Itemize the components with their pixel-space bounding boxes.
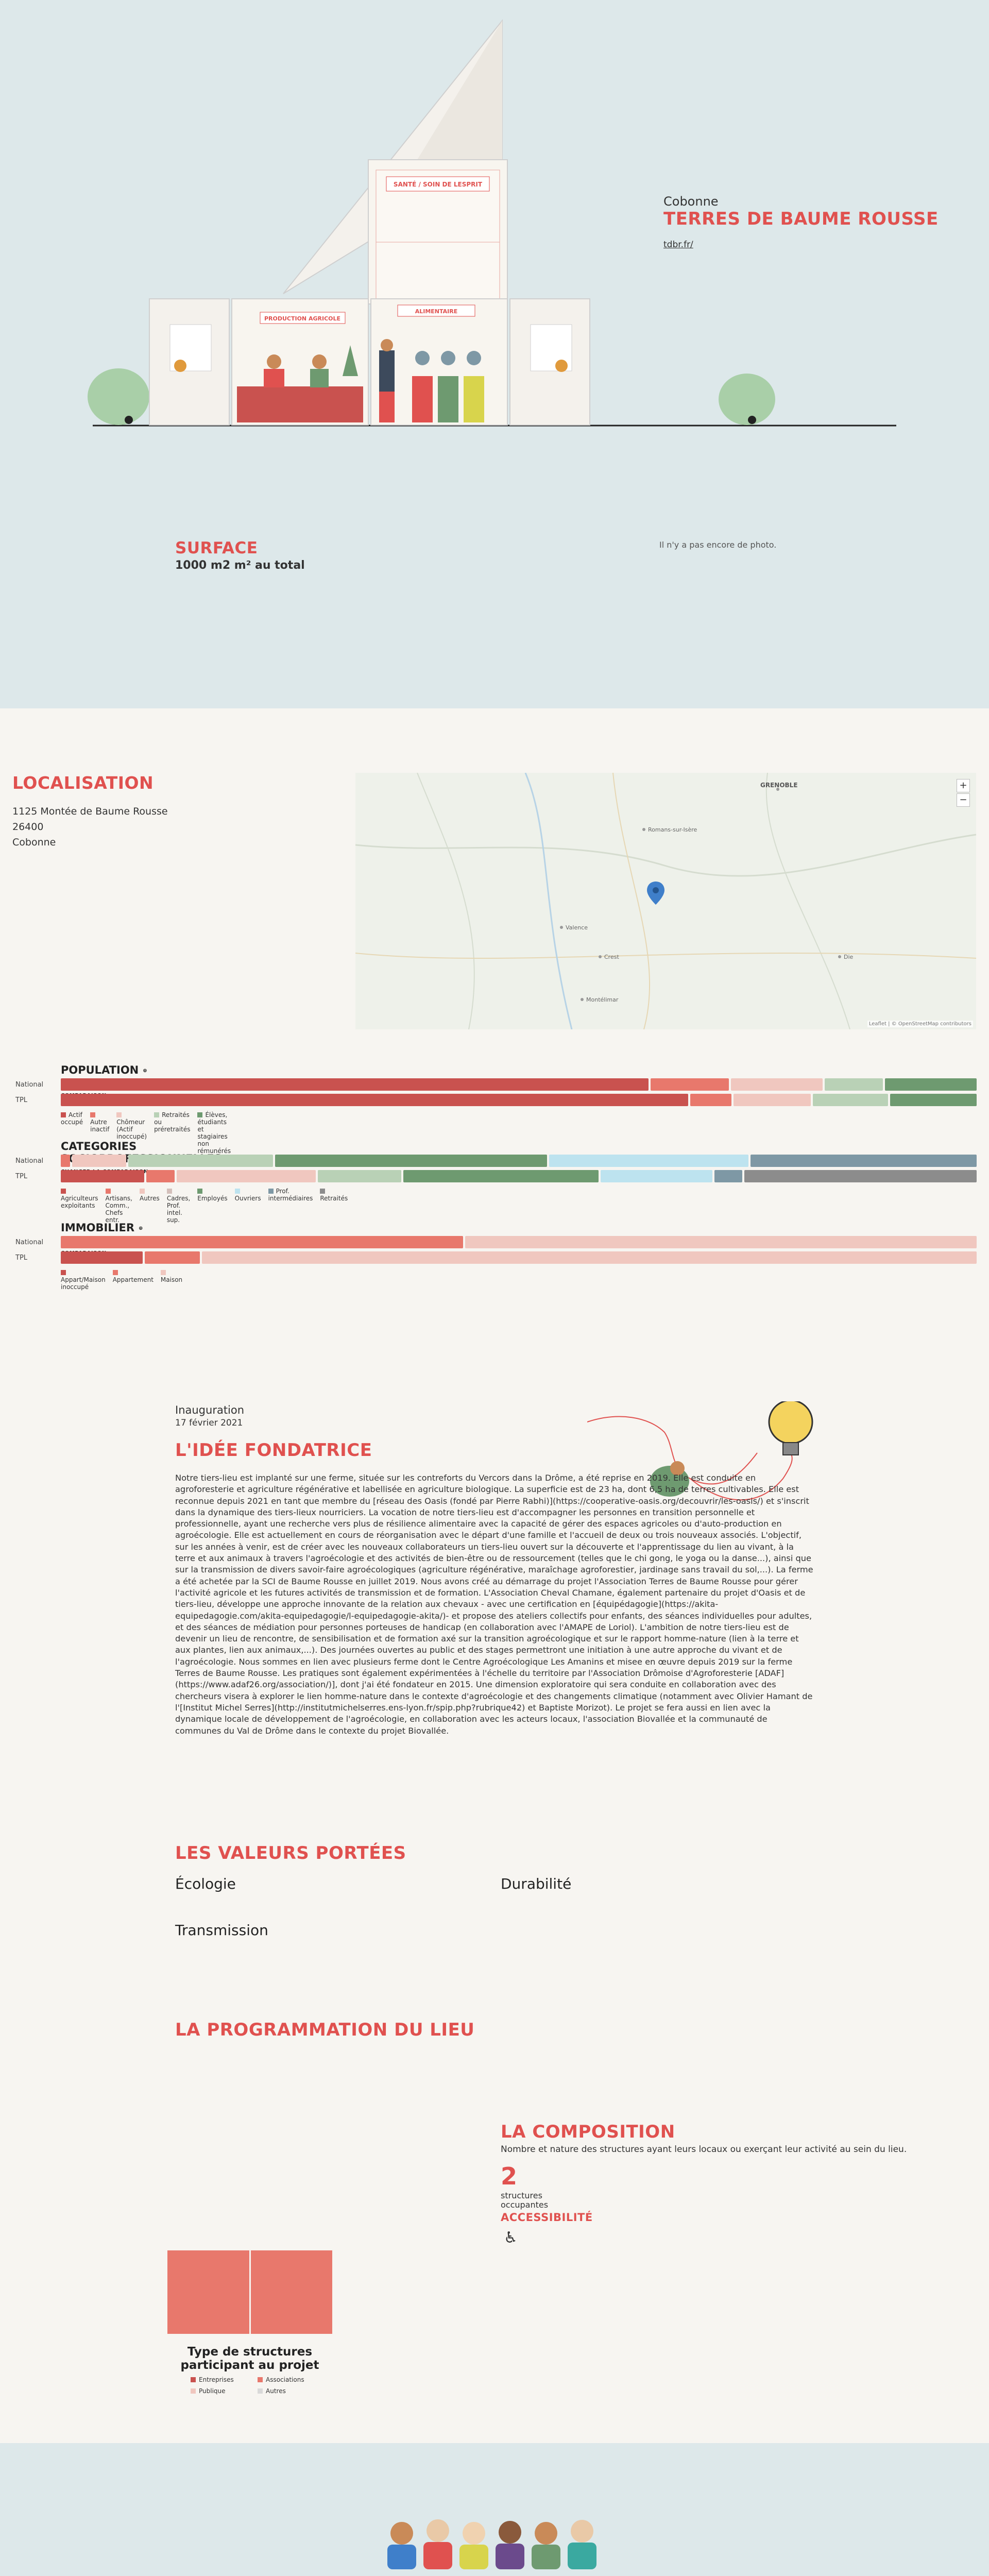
bar-segment[interactable] — [714, 1170, 742, 1182]
bar-segment[interactable] — [61, 1251, 143, 1264]
composition-section — [0, 2056, 989, 2443]
acteurs-section — [0, 2443, 989, 2576]
inauguration-date: 17 février 2021 — [175, 1418, 243, 1428]
bar-segment[interactable] — [825, 1078, 882, 1091]
sign-right: ALIMENTAIRE — [415, 308, 458, 315]
place-name: TERRES DE BAUME ROUSSE — [663, 209, 939, 229]
address-city: Cobonne — [12, 837, 56, 848]
hero-section — [0, 0, 989, 708]
legend-item: Entreprises — [191, 2376, 258, 2383]
immobilier-tpl-bar — [61, 1251, 977, 1264]
legend-swatch — [268, 1189, 274, 1194]
bar-segment[interactable] — [318, 1170, 401, 1182]
legend-swatch — [197, 1112, 202, 1117]
zoom-in-button[interactable]: + — [957, 779, 970, 792]
row-label: National — [15, 1239, 44, 1246]
population-compare-link[interactable]: ⊕ — [143, 1067, 148, 1074]
legend-swatch — [113, 1270, 118, 1275]
legend-item: Chômeur (Actif inoccupé) — [116, 1111, 147, 1155]
treemap-cell[interactable] — [167, 2250, 249, 2334]
bar-segment[interactable] — [651, 1078, 729, 1091]
hero-heading — [663, 194, 939, 250]
legend-swatch — [197, 1189, 202, 1194]
composition-subtitle: Nombre et nature des structures ayant leurs locaux ou exerçant leur activité au sein du lieu. — [501, 2144, 907, 2155]
bar-segment[interactable] — [146, 1170, 174, 1182]
structures-treemap — [167, 2250, 332, 2334]
immobilier-national-bar — [61, 1236, 977, 1248]
map-attribution[interactable]: Leaflet | © OpenStreetMap contributors — [867, 1021, 973, 1027]
legend-swatch — [191, 2388, 196, 2394]
map-label: Romans-sur-Isère — [648, 826, 697, 833]
legend-item: Autres — [140, 1188, 160, 1224]
bar-segment[interactable] — [61, 1170, 144, 1182]
bar-segment[interactable] — [145, 1251, 199, 1264]
treemap-legend — [191, 2376, 325, 2395]
map-label: Montélimar — [586, 996, 619, 1003]
legend-swatch — [235, 1189, 240, 1194]
legend-item: Employés — [197, 1188, 227, 1224]
legend-item: Agriculteurs exploitants — [61, 1188, 98, 1224]
website-link[interactable]: tdbr.fr/ — [663, 240, 693, 250]
bar-segment[interactable] — [549, 1155, 748, 1167]
csp-legend — [61, 1188, 348, 1224]
surface-value: 1000 m2 m² au total — [175, 559, 305, 572]
surface-title: SURFACE — [175, 539, 258, 557]
legend-swatch — [154, 1112, 159, 1117]
immobilier-legend — [61, 1269, 182, 1291]
legend-item: Retraités — [320, 1188, 348, 1224]
bar-segment[interactable] — [128, 1155, 273, 1167]
value-item: Durabilité — [501, 1875, 572, 1892]
accessibility-title: ACCESSIBILITÉ — [501, 2211, 593, 2224]
immobilier-title-text: IMMOBILIER — [61, 1222, 134, 1234]
row-label: TPL — [15, 1173, 28, 1180]
legend-item: Cadres, Prof. intel. sup. — [167, 1188, 190, 1224]
map-tiles — [355, 773, 976, 1029]
bar-segment[interactable] — [601, 1170, 712, 1182]
bar-segment[interactable] — [403, 1170, 599, 1182]
legend-swatch — [90, 1112, 95, 1117]
bar-segment[interactable] — [465, 1236, 977, 1248]
values-title: LES VALEURS PORTÉES — [175, 1843, 406, 1863]
bar-segment[interactable] — [61, 1155, 70, 1167]
legend-swatch — [61, 1189, 66, 1194]
legend-item: Autre inactif — [90, 1111, 109, 1155]
legend-item: Retraités ou préretraités — [154, 1111, 191, 1133]
bar-segment[interactable] — [690, 1094, 731, 1106]
legend-item: Prof. intermédiaires — [268, 1188, 313, 1202]
value-item: Écologie — [175, 1875, 236, 1892]
legend-item: Publique — [191, 2387, 258, 2395]
map-label: GRENOBLE — [760, 782, 798, 789]
immobilier-compare-link[interactable]: ⊕ — [139, 1225, 143, 1231]
legend-swatch — [191, 2377, 196, 2382]
legend-item: Maison — [161, 1269, 182, 1291]
idea-title: L'IDÉE FONDATRICE — [175, 1440, 372, 1461]
legend-swatch — [61, 1270, 66, 1275]
address-street: 1125 Montée de Baume Rousse — [12, 806, 168, 817]
bar-segment[interactable] — [72, 1155, 126, 1167]
commune-name: Cobonne — [663, 194, 719, 209]
idea-section — [0, 1340, 989, 2056]
row-label: National — [15, 1157, 44, 1165]
population-national-bar — [61, 1078, 977, 1091]
csp-title-text: CATEGORIES — [61, 1140, 137, 1153]
treemap-title: Type de structures participant au projet — [180, 2345, 319, 2372]
bar-segment[interactable] — [61, 1094, 688, 1106]
legend-swatch — [161, 1270, 166, 1275]
row-label: National — [15, 1081, 44, 1089]
legend-item: Actif occupé — [61, 1111, 83, 1126]
structures-count-label: structures occupantes — [501, 2191, 549, 2210]
legend-swatch — [61, 1112, 66, 1117]
bar-segment[interactable] — [890, 1094, 977, 1106]
legend-swatch — [167, 1189, 172, 1194]
csp-national-bar — [61, 1155, 977, 1167]
legend-swatch — [140, 1189, 145, 1194]
bar-segment[interactable] — [275, 1155, 547, 1167]
row-label: TPL — [15, 1096, 28, 1104]
bar-segment[interactable] — [61, 1078, 649, 1091]
legend-swatch — [320, 1189, 325, 1194]
legend-item: Élèves, étudiants et stagiaires non rémunérés — [197, 1111, 231, 1155]
population-tpl-bar — [61, 1094, 977, 1106]
legend-item: Ouvriers — [235, 1188, 261, 1224]
legend-item: Autres — [258, 2387, 325, 2395]
map[interactable] — [355, 773, 976, 1029]
bar-segment[interactable] — [202, 1251, 977, 1264]
bar-segment[interactable] — [734, 1094, 811, 1106]
csp-tpl-bar — [61, 1170, 977, 1182]
bar-segment[interactable] — [61, 1236, 463, 1248]
legend-item: Associations — [258, 2376, 325, 2383]
idea-text: Notre tiers-lieu est implanté sur une ferme, située sur les contreforts du Vercors dans la Drôme, a été reprise en 2019. Elle est conduite en agroforesterie et agriculture régénérative et labellisée en agriculture biologique. La superficie est de 23 ha, dont 6,5 ha de terres cultivables. Elle est reconnue depuis 2021 en tant que membre du [réseau des Oasis (fondé par Pierre Rabhi)](https://cooperative-oasis.org/decouvrir/les-oasis/) et s'inscrit dans la dynamique des tiers-lieux nourriciers. La vocation de notre tiers-lieu est d'accompagner les personnes en transition personnelle et professionnelle, ayant une recherche vers plus de résilience alimentaire avec la capacité de gérer des espaces agricoles ou d'auto-production en agroécologie. Elle est actuellement en cours de réorganisation avec le départ d'une famille et l'accueil de deux ou trois nouveaux associés. L'objectif, sur les années à venir, est de créer avec les nouveaux collaborateurs un tiers-lieu ouvert sur la découverte et l'apprentissage du lien au vivant, à la terre et aux animaux à travers l'agroécologie et des activités de bien-être ou de ressourcement (telles que le chi gong, le yoga ou la danse...), ainsi que sur la transmission de divers savoir-faire agroécologiques (agriculture régénérative, maraîchage agroforestier, jardinage sans travail du sol,...). La ferme a été achetée par la SCI de Baume Rousse en juillet 2019. Nous avons créé au démarrage du projet l'Association Terres de Baume Rousse pour gérer l'activité agricole et les futures activités de transmission et de formation. L'Association Cheval Chamane, également partenaire du projet d'Oasis et de tiers-lieu, développe une approche innovante de la relation aux chevaux - avec une certification en [équipédagogie](https://akita-equipedagogie.com/akita-equipedagogie/l-equipedagogie-akita/)- et propose des ateliers collectifs pour enfants, des séances individuelles pour adultes, et des séances de médiation pour personnes porteuses de handicap (en collaboration avec l'AMAPE de Loriol). L'ambition de notre tiers-lieu est de devenir un lieu de rencontre, de sensibilisation et de formation axé sur la transition agroécologique et sur le rapport homme-nature (lien à la terre et aux plantes, lien aux animaux,...). Des journées ouvertes au public et des stages permettront une initiation à une autre approche du vivant et de l'agroécologie. Nous sommes en lien avec plusieurs ferme dont le Centre Agroécologique Les Amanins et misee en œuvre depuis 2019 sur la ferme Terres de Baume Rousse. Les pratiques sont également expérimentées à l'échelle du territoire par l'Association Drômoise d'Agroforesterie [ADAF](https://www.adaf26.org/association/)], dont j'ai été fondateur en 2015. Une dimension exploratoire qui sera conduite en collaboration avec des chercheurs visera à explorer le lien homme-nature dans le contexte d'agroécologie et des changements climatique (notamment avec Olivier Hamant de l'[Institut Michel Serres](http://institutmichelserres.ens-lyon.fr/spip.php?rubrique42) et Baptiste Morizot). Le projet se fera aussi en lien avec la dynamique locale de développement de l'agroécologie, en collaboration avec les acteurs locaux, l'association Biovallée et la communauté de communes du Val de Drôme dans le contexte du projet Biovallée. — [175, 1473, 813, 1736]
sign-top: SANTÉ / SOIN DE LESPRIT — [393, 181, 483, 188]
bar-segment[interactable] — [731, 1078, 823, 1091]
legend-item: Appartement — [113, 1269, 154, 1291]
address — [12, 804, 168, 850]
sign-left: PRODUCTION AGRICOLE — [264, 315, 341, 322]
map-label: Crest — [604, 954, 619, 960]
legend-item: Appart/Maison inoccupé — [61, 1269, 106, 1291]
treemap-cell[interactable] — [251, 2250, 333, 2334]
bar-segment[interactable] — [751, 1155, 977, 1167]
wheelchair-icon: ♿ — [504, 2229, 518, 2247]
row-label: TPL — [15, 1254, 28, 1262]
legend-swatch — [116, 1112, 122, 1117]
bar-segment[interactable] — [177, 1170, 316, 1182]
localisation-section — [0, 708, 989, 1340]
localisation-title: LOCALISATION — [12, 773, 154, 793]
legend-swatch — [106, 1189, 111, 1194]
address-postcode: 26400 — [12, 821, 44, 833]
photo-note: Il n'y a pas encore de photo. — [659, 540, 777, 550]
people-illustration — [381, 2507, 608, 2569]
map-label: Valence — [566, 924, 588, 931]
map-label: Die — [844, 954, 854, 960]
bar-segment[interactable] — [813, 1094, 889, 1106]
inauguration-label: Inauguration — [175, 1404, 245, 1416]
legend-swatch — [258, 2377, 263, 2382]
legend-item: Artisans, Comm., Chefs entr. — [106, 1188, 132, 1224]
bar-segment[interactable] — [885, 1078, 977, 1091]
bar-segment[interactable] — [744, 1170, 977, 1182]
composition-title: LA COMPOSITION — [501, 2122, 675, 2142]
legend-swatch — [258, 2388, 263, 2394]
population-title-text: POPULATION — [61, 1064, 139, 1076]
structures-count: 2 — [501, 2162, 518, 2190]
value-item: Transmission — [175, 1922, 268, 1939]
programmation-title: LA PROGRAMMATION DU LIEU — [175, 2020, 475, 2040]
zoom-out-button[interactable]: − — [957, 793, 970, 807]
